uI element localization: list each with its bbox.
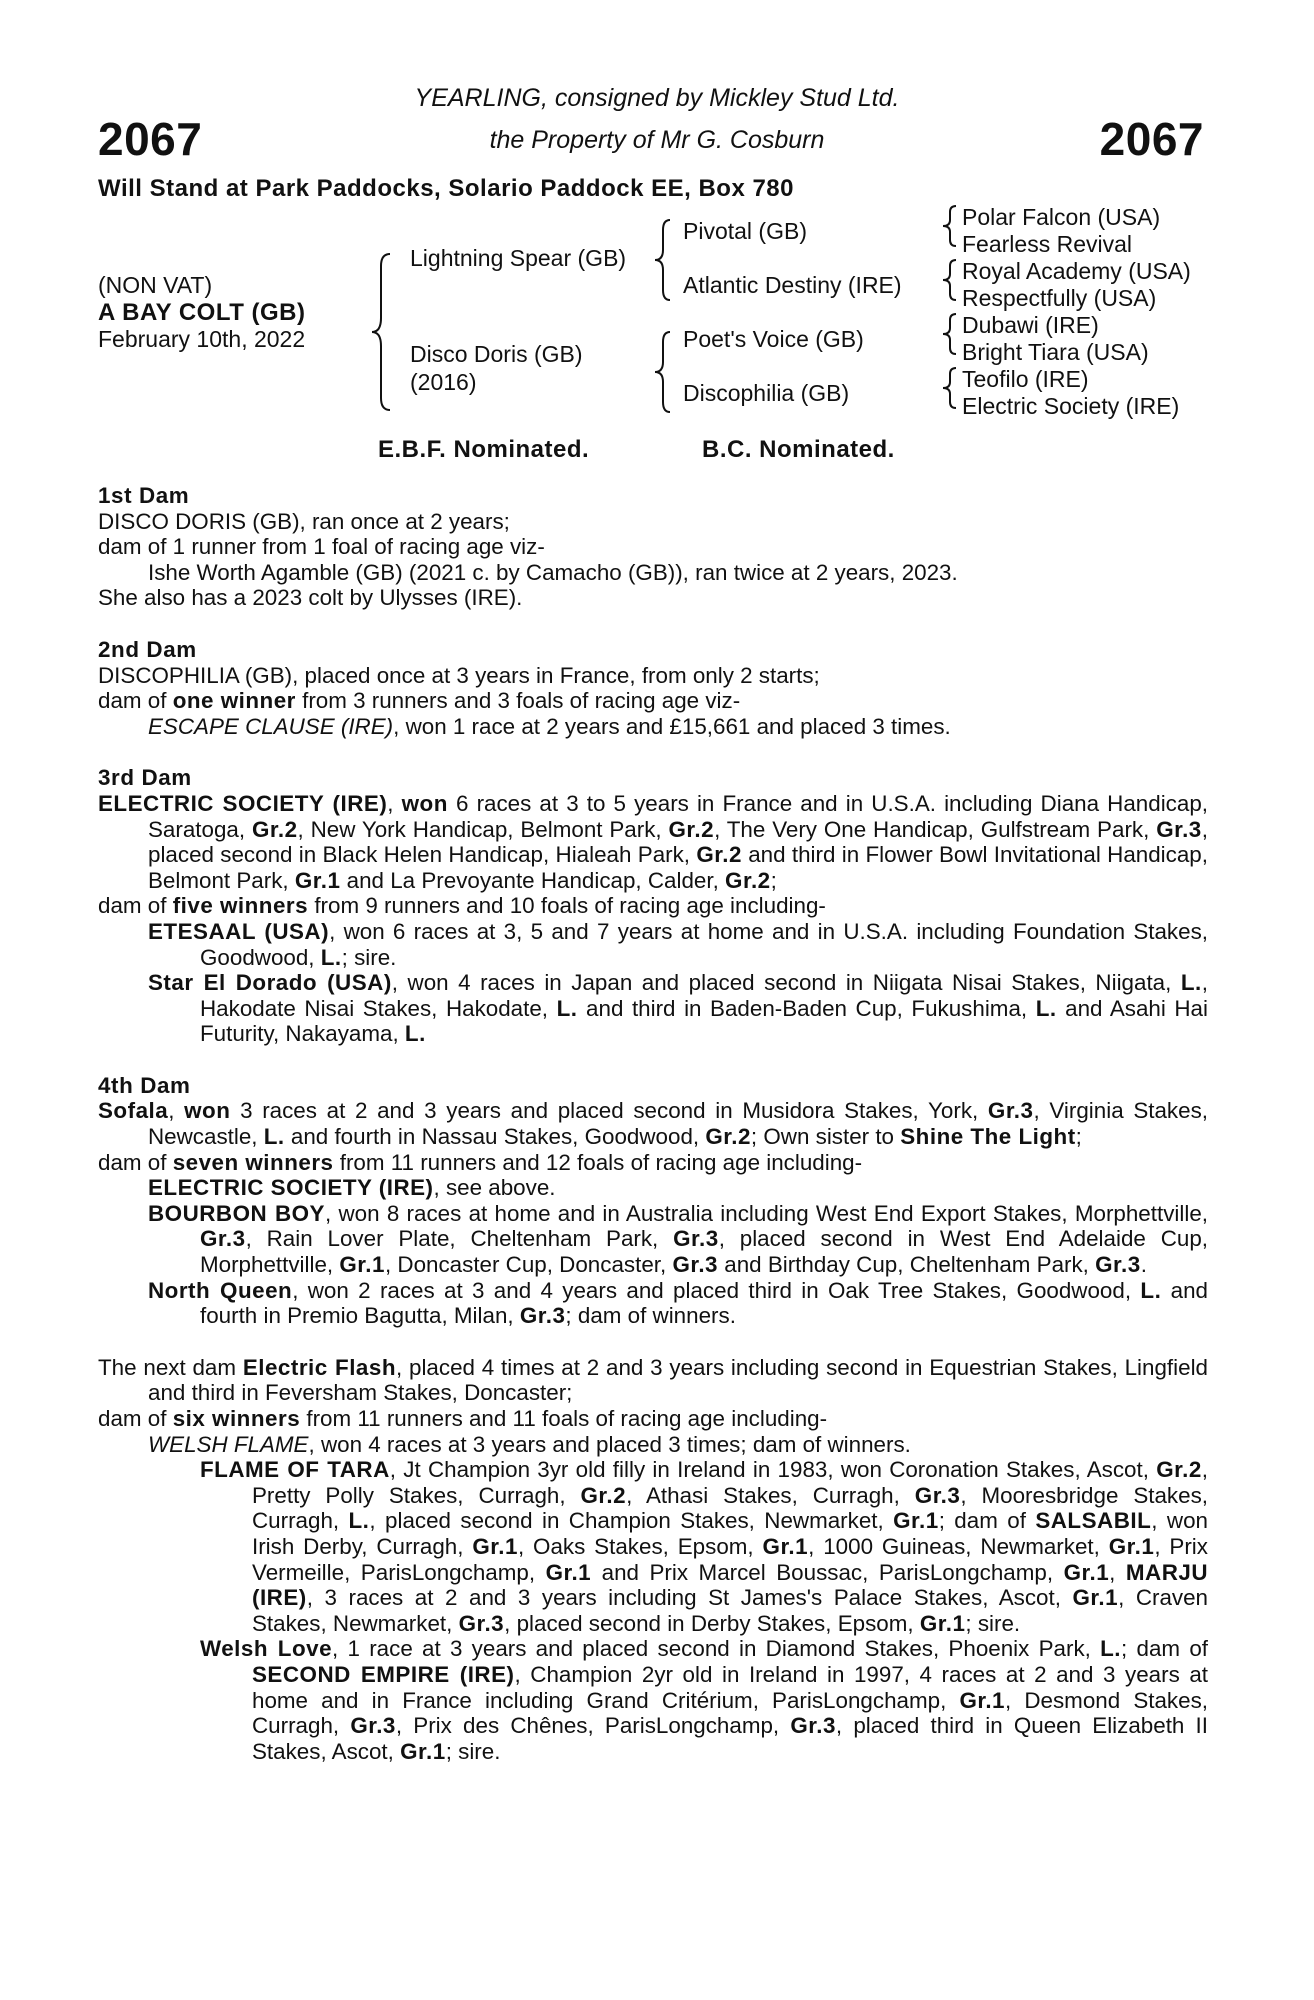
pedigree-brace-sire [653, 218, 673, 302]
text-run: and Birthday Cup, Cheltenham Park, [718, 1252, 1096, 1278]
bold-text-run: seven winners [172, 1149, 334, 1175]
text-run: , Champion 2yr old in Ireland in 1997, 4 races at 2 and 3 years at home and in France including Grand Critérium, ParisLongchamp, [252, 1661, 1208, 1713]
pedigree-brace-dam [653, 330, 673, 414]
ancestor-6: Bright Tiara (USA) [962, 339, 1149, 365]
text-run: . [1140, 1252, 1147, 1278]
bold-text-run: Gr.2 [696, 842, 742, 868]
bc-nomination: B.C. Nominated. [702, 436, 895, 463]
dam-record [98, 791, 1208, 893]
bold-text-run: Gr.1 [959, 1687, 1006, 1713]
bold-text-run: ELECTRIC SOCIETY (IRE) [148, 1175, 434, 1201]
bold-text-run: ELECTRIC SOCIETY (IRE) [98, 790, 388, 816]
bold-text-run: Gr.3 [987, 1098, 1034, 1124]
text-run: , The Very One Handicap, Gulfstream Park, [714, 816, 1157, 842]
produce-note: She also has a 2023 colt by Ulysses (IRE). [98, 585, 523, 611]
bold-text-run: six winners [172, 1406, 301, 1431]
italic-text-run: WELSH FLAME [148, 1431, 309, 1457]
text-run: ; dam of winners. [565, 1303, 736, 1329]
text-run: , New York Handicap, Belmont Park, [297, 816, 669, 842]
text-run: 3 races at 2 and 3 years and placed second in Musidora Stakes, York, [230, 1098, 988, 1124]
bold-text-run: Gr.3 [200, 1226, 246, 1252]
text-run: , Jt Champion 3yr old filly in Ireland in 1983, won Coronation Stakes, Ascot, [389, 1457, 1157, 1483]
ancestor-5: Dubawi (IRE) [962, 312, 1099, 338]
ancestor-3: Royal Academy (USA) [962, 258, 1191, 284]
ancestor-2: Fearless Revival [962, 231, 1132, 257]
produce-entry [98, 919, 1208, 970]
bold-text-run: L. [556, 995, 578, 1021]
stand-location: Will Stand at Park Paddocks, Solario Paddock EE, Box 780 [98, 175, 795, 202]
bold-text-run: Gr.2 [725, 867, 771, 893]
consignment-line-1: YEARLING, consigned by Mickley Stud Ltd. [414, 84, 900, 112]
section-heading: 1st Dam [98, 483, 190, 508]
bold-text-run: Gr.1 [1063, 1559, 1110, 1585]
text-run: ; sire. [341, 944, 397, 970]
text-run: , won 4 races in Japan and placed second in Niigata Nisai Stakes, Niigata, [391, 970, 1181, 996]
text-run: ; Own sister to [750, 1124, 901, 1150]
text-run: , Oaks Stakes, Epsom, [517, 1533, 763, 1559]
text-run: , placed second in West End Adelaide Cup, Morphettville, [200, 1226, 1208, 1278]
sire-sire-name: Pivotal (GB) [683, 218, 807, 244]
bold-text-run: L. [1100, 1636, 1122, 1662]
produce-summary [98, 893, 1208, 919]
text-run: from 11 runners and 12 foals of racing age including- [333, 1149, 863, 1175]
bold-text-run: Gr.1 [919, 1610, 966, 1636]
bold-text-run: ETESAAL (USA) [148, 918, 330, 944]
text-run: , Athasi Stakes, Curragh, [626, 1482, 915, 1508]
ancestor-8: Electric Society (IRE) [962, 393, 1180, 419]
pedigree-brace-main [370, 252, 394, 412]
bold-text-run: L. [1140, 1277, 1162, 1303]
ancestor-4: Respectfully (USA) [962, 285, 1157, 311]
text-run: and Prix Marcel Boussac, ParisLongchamp, [591, 1559, 1064, 1585]
text-run: , placed second in Derby Stakes, Epsom, [504, 1610, 920, 1636]
text-run: , [168, 1098, 185, 1124]
dam-record [98, 1098, 1208, 1149]
text-run: and La Prevoyante Handicap, Calder, [340, 867, 726, 893]
text-run: ; dam of [938, 1508, 1036, 1534]
dam-dam-name: Discophilia (GB) [683, 380, 850, 406]
text-run: , won 4 races at 3 years and placed 3 times; dam of winners. [308, 1431, 911, 1457]
text-run: and Asahi Hai Futurity, Nakayama, [200, 995, 1208, 1047]
text-run: dam of [98, 1406, 173, 1431]
bold-text-run: Gr.1 [339, 1252, 385, 1278]
vat-status: (NON VAT) [98, 272, 213, 298]
text-run: , won 8 races at home and in Australia including West End Export Stakes, Morphettville, [324, 1200, 1208, 1226]
bold-text-run: Gr.1 [1072, 1585, 1119, 1611]
bold-text-run: Gr.1 [545, 1559, 592, 1585]
lot-number-right: 2067 [1099, 113, 1204, 165]
first-dam-section [98, 483, 1208, 611]
text-run: from 9 runners and 10 foals of racing age including- [308, 893, 826, 919]
section-heading: 4th Dam [98, 1072, 191, 1098]
pedigree-brace-g2 [941, 258, 959, 302]
dam-sire-name: Poet's Voice (GB) [683, 326, 864, 352]
bold-text-run: Gr.1 [472, 1533, 518, 1559]
bold-text-run: SECOND EMPIRE (IRE) [252, 1661, 515, 1687]
produce-summary [98, 1150, 1208, 1176]
text-run: and third in Baden-Baden Cup, Fukushima, [577, 995, 1036, 1021]
consignment-line-2: the Property of Mr G. Cosburn [489, 126, 825, 154]
bold-text-run: L. [320, 944, 342, 970]
bold-text-run: MARJU (IRE) [252, 1559, 1208, 1611]
text-run: , Virginia Stakes, Newcastle, [148, 1098, 1208, 1150]
section-heading: 2nd Dam [98, 636, 197, 662]
bold-text-run: BOURBON BOY [148, 1200, 325, 1226]
bold-text-run: Gr.3 [519, 1303, 566, 1329]
bold-text-run: Gr.3 [1095, 1252, 1141, 1278]
text-run: The next dam [98, 1354, 243, 1380]
text-run: , placed second in Black Helen Handicap, Hialeah Park, [148, 816, 1208, 868]
text-run: , Desmond Stakes, Curragh, [252, 1687, 1208, 1739]
produce-entry [98, 970, 1208, 1047]
bold-text-run: Gr.2 [580, 1482, 627, 1508]
text-run: ; dam of [1121, 1636, 1208, 1662]
bold-text-run: Gr.2 [668, 816, 715, 842]
bold-text-run: Gr.2 [251, 816, 298, 842]
produce-entry [98, 1175, 1208, 1201]
bold-text-run: Gr.3 [350, 1713, 396, 1739]
bold-text-run: Star El Dorado (USA) [148, 970, 392, 996]
text-run: , won Irish Derby, Curragh, [252, 1508, 1208, 1559]
third-dam-section [98, 765, 1208, 1047]
bold-text-run: Electric Flash [242, 1354, 396, 1380]
bold-text-run: Gr.3 [1156, 816, 1202, 842]
bold-text-run: L. [1180, 970, 1202, 996]
bold-text-run: Gr.1 [1108, 1533, 1155, 1559]
pedigree-brace-g3 [941, 312, 959, 356]
bold-text-run: L. [404, 1021, 426, 1047]
produce-summary: dam of one winner from 3 runners and 3 foals of racing age viz- [98, 688, 741, 714]
produce-summary: dam of 1 runner from 1 foal of racing age viz- [98, 534, 545, 560]
dam-year: (2016) [410, 369, 477, 395]
bold-text-run: Gr.1 [762, 1533, 809, 1559]
bold-text-run: Gr.3 [673, 1226, 719, 1252]
text-run: ; sire. [965, 1610, 1021, 1636]
bold-text-run: Gr.2 [1156, 1457, 1202, 1483]
text-run: , won 6 races at 3, 5 and 7 years at home and in U.S.A. including Foundation Stakes, Goodwood, [200, 918, 1208, 970]
second-dam-section [98, 637, 1208, 739]
bold-text-run: L. [1035, 995, 1057, 1021]
section-heading: 3rd Dam [98, 765, 192, 791]
foaling-date: February 10th, 2022 [98, 326, 306, 352]
bold-text-run: Gr.3 [914, 1482, 961, 1508]
fourth-dam-section [98, 1073, 1208, 1329]
text-run: and third in Flower Bowl Invitational Handicap, Belmont Park, [148, 842, 1208, 893]
dam-record: DISCO DORIS (GB), ran once at 2 years; [98, 508, 510, 534]
bold-text-run: Gr.1 [294, 867, 341, 893]
text-run: , Rain Lover Plate, Cheltenham Park, [245, 1226, 674, 1252]
text-run: , placed 4 times at 2 and 3 years including second in Equestrian Stakes, Lingfield and third in Feversham Stakes, Doncaster; [148, 1354, 1208, 1406]
text-run: and fourth in Nassau Stakes, Goodwood, [284, 1124, 706, 1150]
text-run: , Doncaster Cup, Doncaster, [384, 1252, 673, 1278]
bold-text-run: North Queen [148, 1277, 293, 1303]
sire-name: Lightning Spear (GB) [410, 245, 627, 271]
text-run: , 1 race at 3 years and placed second in Diamond Stakes, Phoenix Park, [332, 1636, 1101, 1662]
bold-text-run: L. [348, 1508, 370, 1534]
bold-text-run: Gr.3 [672, 1252, 719, 1278]
text-run: , Prix des Chênes, ParisLongchamp, [395, 1713, 791, 1739]
bold-text-run: Gr.3 [790, 1713, 836, 1739]
sire-dam-name: Atlantic Destiny (IRE) [683, 272, 902, 298]
text-run: ; [770, 867, 777, 893]
text-run: , [387, 790, 402, 816]
text-run: 6 races at 3 to 5 years in France and in U.S.A. including Diana Handicap, Saratoga, [148, 790, 1208, 842]
text-run: , placed third in Queen Elizabeth II Stakes, Ascot, [252, 1713, 1208, 1764]
produce-entry: Ishe Worth Agamble (GB) (2021 c. by Camacho (GB)), ran twice at 2 years, 2023. [148, 559, 958, 585]
ancestor-1: Polar Falcon (USA) [962, 204, 1161, 230]
text-run: , Hakodate Nisai Stakes, Hakodate, [200, 970, 1208, 1021]
text-run: , see above. [433, 1175, 556, 1201]
bold-text-run: SALSABIL [1035, 1508, 1152, 1534]
bold-text-run: won [184, 1098, 231, 1124]
pedigree-brace-g1 [941, 204, 959, 248]
bold-text-run: Gr.3 [458, 1610, 505, 1636]
horse-name: A BAY COLT (GB) [98, 299, 306, 326]
text-run: , 1000 Guineas, Newmarket, [808, 1533, 1109, 1559]
bold-text-run: won [401, 790, 448, 816]
text-run: dam of [98, 893, 173, 919]
text-run: ; [1075, 1124, 1082, 1150]
text-run: , placed second in Champion Stakes, Newmarket, [369, 1508, 894, 1534]
produce-entry [98, 1636, 1208, 1764]
produce-summary [98, 1406, 1208, 1432]
produce-entry [98, 1432, 1208, 1458]
text-run: , Craven Stakes, Newmarket, [252, 1585, 1209, 1636]
produce-entry [98, 1278, 1208, 1329]
lot-number-left: 2067 [98, 113, 203, 165]
bold-text-run: L. [263, 1124, 285, 1150]
dam-name: Disco Doris (GB) [410, 341, 583, 367]
bold-text-run: Gr.1 [400, 1738, 446, 1764]
text-run: , Pretty Polly Stakes, Curragh, [252, 1457, 1209, 1508]
text-run: , 3 races at 2 and 3 years including St James's Palace Stakes, Ascot, [306, 1585, 1073, 1611]
text-run: dam of [98, 1149, 173, 1175]
bold-text-run: Gr.1 [893, 1508, 939, 1534]
bold-text-run: Welsh Love [200, 1636, 333, 1662]
text-run: and fourth in Premio Bagutta, Milan, [200, 1277, 1208, 1329]
bold-text-run: FLAME OF TARA [200, 1457, 390, 1483]
ebf-nomination: E.B.F. Nominated. [378, 436, 590, 463]
text-run: , Prix Vermeille, ParisLongchamp, [252, 1533, 1208, 1585]
text-run: , [1109, 1559, 1126, 1585]
dam-record: DISCOPHILIA (GB), placed once at 3 years in France, from only 2 starts; [98, 662, 820, 688]
text-run: ; sire. [445, 1738, 501, 1764]
bold-text-run: Shine The Light [900, 1124, 1076, 1150]
text-run: from 11 runners and 11 foals of racing age including- [300, 1406, 828, 1431]
next-dam-section [98, 1355, 1208, 1765]
text-run: , won 2 races at 3 and 4 years and placed third in Oak Tree Stakes, Goodwood, [292, 1277, 1141, 1303]
produce-entry [98, 1201, 1208, 1278]
produce-entry: ESCAPE CLAUSE (IRE), won 1 race at 2 years and £15,661 and placed 3 times. [148, 713, 951, 739]
pedigree-brace-g4 [941, 366, 959, 410]
bold-text-run: Sofala [98, 1098, 169, 1124]
text-run: , Mooresbridge Stakes, Curragh, [252, 1482, 1208, 1534]
bold-text-run: Gr.2 [705, 1124, 751, 1150]
bold-text-run: five winners [172, 893, 309, 919]
ancestor-7: Teofilo (IRE) [962, 366, 1089, 392]
dam-record [98, 1355, 1208, 1406]
produce-entry [98, 1457, 1208, 1636]
pedigree-notes [98, 483, 1208, 1764]
